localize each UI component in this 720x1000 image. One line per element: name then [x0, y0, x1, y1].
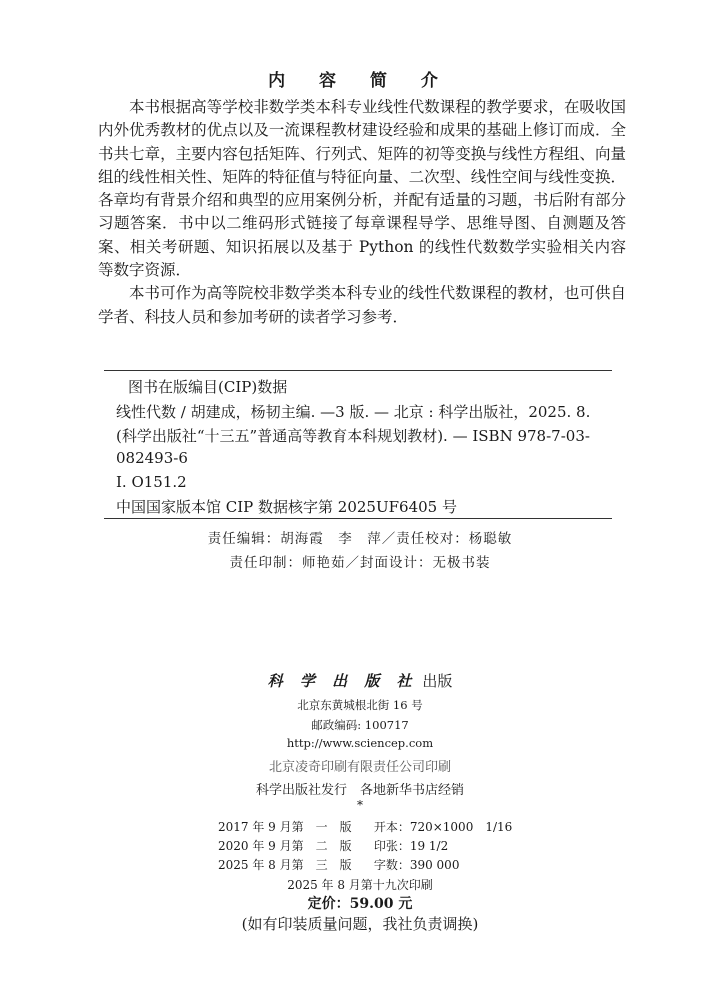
- cip-line: 082493-6: [116, 449, 188, 467]
- publisher-url: http://www.sciencep.com: [286, 736, 434, 750]
- price: 定价：59.00 元: [307, 896, 413, 912]
- cip-line: (科学出版社“十三五”普通高等教育本科规划教材). — ISBN 978-7-03-: [116, 427, 590, 445]
- publisher-logo: 科 学 出 版 社: [267, 672, 418, 690]
- distribution-line: 科学出版社发行 各地新华书店经销: [255, 783, 464, 798]
- printing-line: 2025 年 8 月第十九次印刷: [287, 878, 433, 892]
- separator-star: *: [357, 798, 363, 812]
- edition-spec: 字数：390 000: [373, 858, 460, 872]
- publisher-line: [0, 670, 720, 691]
- intro-text: [98, 96, 626, 329]
- edition-row: [218, 818, 512, 835]
- cip-line: 线性代数 / 胡建成，杨韧主编. —3 版. — 北京 : 科学出版社，2025. 8.: [116, 403, 591, 421]
- page-title: 内 容 简 介: [268, 71, 452, 91]
- edition-spec: 开本：720×1000 1/16: [373, 820, 513, 834]
- publisher-postcode: 邮政编码: 100717: [311, 718, 409, 732]
- quality-note: (如有印装质量问题，我社负责调换): [241, 915, 479, 933]
- printer-line: 北京凌奇印刷有限责任公司印刷: [268, 760, 451, 775]
- edition-spec: 印张：19 1/2: [373, 839, 449, 853]
- intro-paragraph-2: 本书可作为高等院校非数学类本科专业的线性代数课程的教材，也可供自学者、科技人员和参加考研的读者学习参考．: [98, 284, 626, 326]
- credits-line: 责任编辑：胡海霞 李 萍／责任校对：杨聪敏: [207, 531, 513, 547]
- edition-date: 2017 年 9 月第 一 版: [218, 820, 352, 834]
- publisher-suffix: 出版: [422, 672, 453, 690]
- cip-line: Ⅰ. O151.2: [116, 473, 187, 491]
- cip-heading: 图书在版编目(CIP)数据: [128, 378, 288, 396]
- divider-top: [104, 370, 612, 371]
- edition-row: [218, 856, 459, 873]
- credits-line: 责任印制：师艳茹／封面设计：无极书装: [229, 555, 491, 571]
- edition-row: [218, 837, 448, 854]
- cip-line: 中国国家版本馆 CIP 数据核字第 2025UF6405 号: [116, 498, 457, 516]
- divider-bottom: [104, 518, 612, 519]
- edition-date: 2020 年 9 月第 二 版: [218, 839, 352, 853]
- intro-paragraph-1: 本书根据高等学校非数学类本科专业线性代数课程的教学要求，在吸收国内外优秀教材的优点以及一流课程教材建设经验和成果的基础上修订而成．全书共七章，主要内容包括矩阵、行列式、矩阵的初等变换与线性方程组、向量组的线性相关性、矩阵的特征值与特征向量、二次型、线性空间与线性变换．各章均有背景介绍和典型的应用案例分析，并配有适量的习题，书后附有部分习题答案．书中以二维码形式链接了每章课程导学、思维导图、自测题及答案、相关考研题、知识拓展以及基于 Python 的线性代数数学实验相关内容等数字资源．: [98, 98, 626, 280]
- edition-date: 2025 年 8 月第 三 版: [218, 858, 352, 872]
- publisher-address: 北京东黄城根北街 16 号: [297, 698, 423, 712]
